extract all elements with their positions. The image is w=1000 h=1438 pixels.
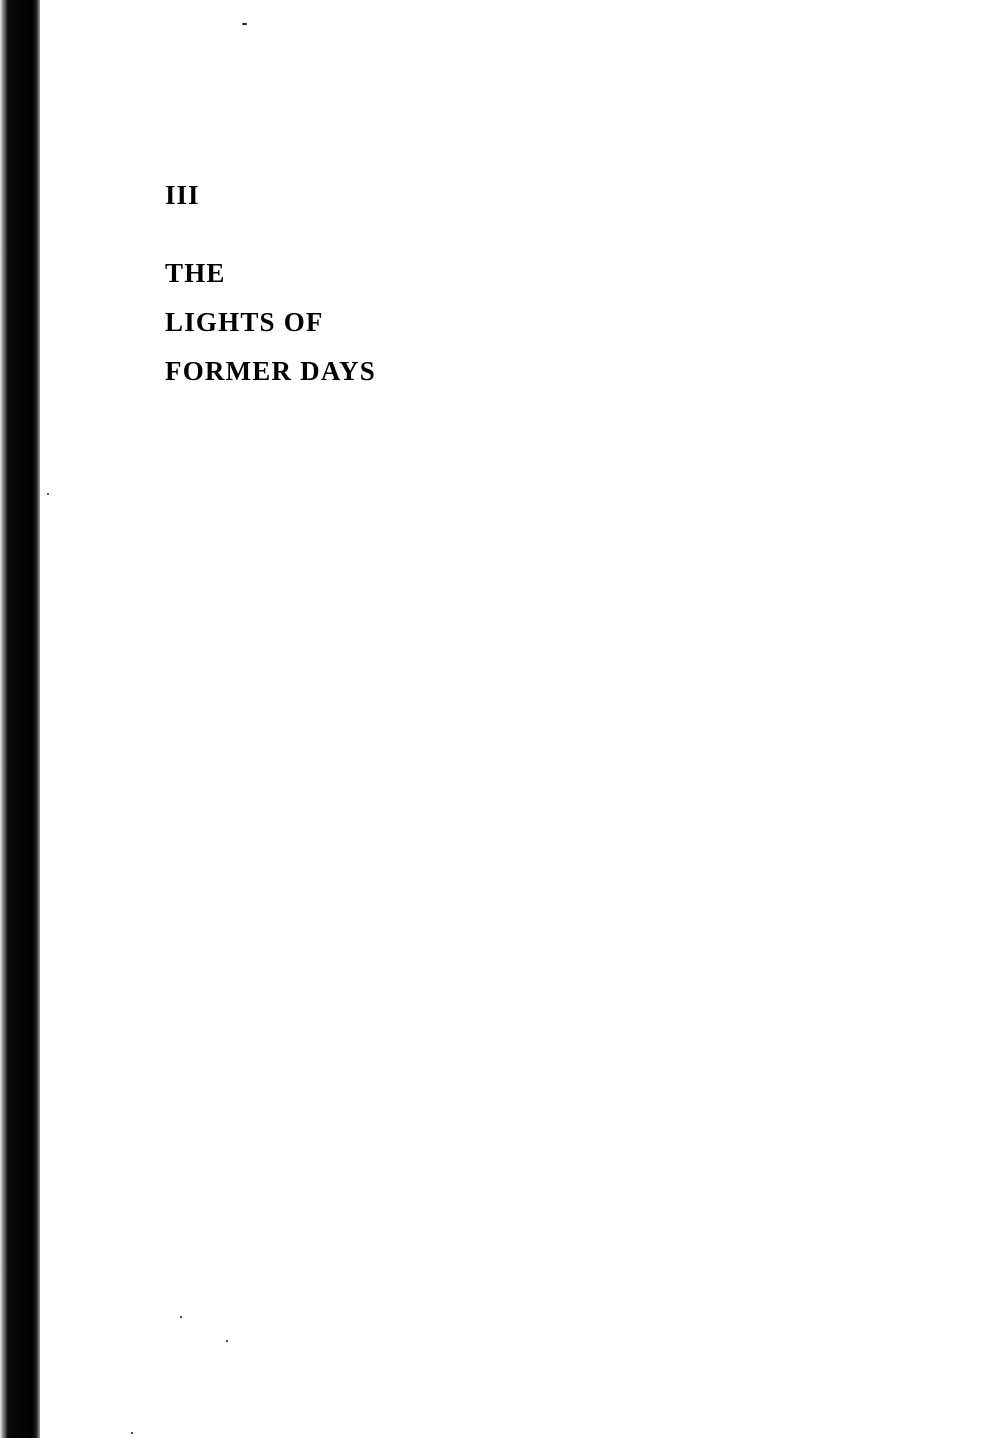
section-heading: [165, 178, 376, 403]
scan-speck: [131, 1432, 133, 1434]
scan-speck: [47, 493, 49, 495]
scan-speck: [226, 1340, 228, 1342]
page-binding-edge: [0, 0, 40, 1438]
section-title-line-2: LIGHTS OF: [165, 307, 324, 337]
section-title-line-3: FORMER DAYS: [165, 356, 376, 386]
part-number: III: [165, 180, 200, 210]
section-title-line-1: THE: [165, 258, 226, 288]
scan-speck: [242, 23, 247, 25]
scan-speck: [180, 1316, 182, 1318]
